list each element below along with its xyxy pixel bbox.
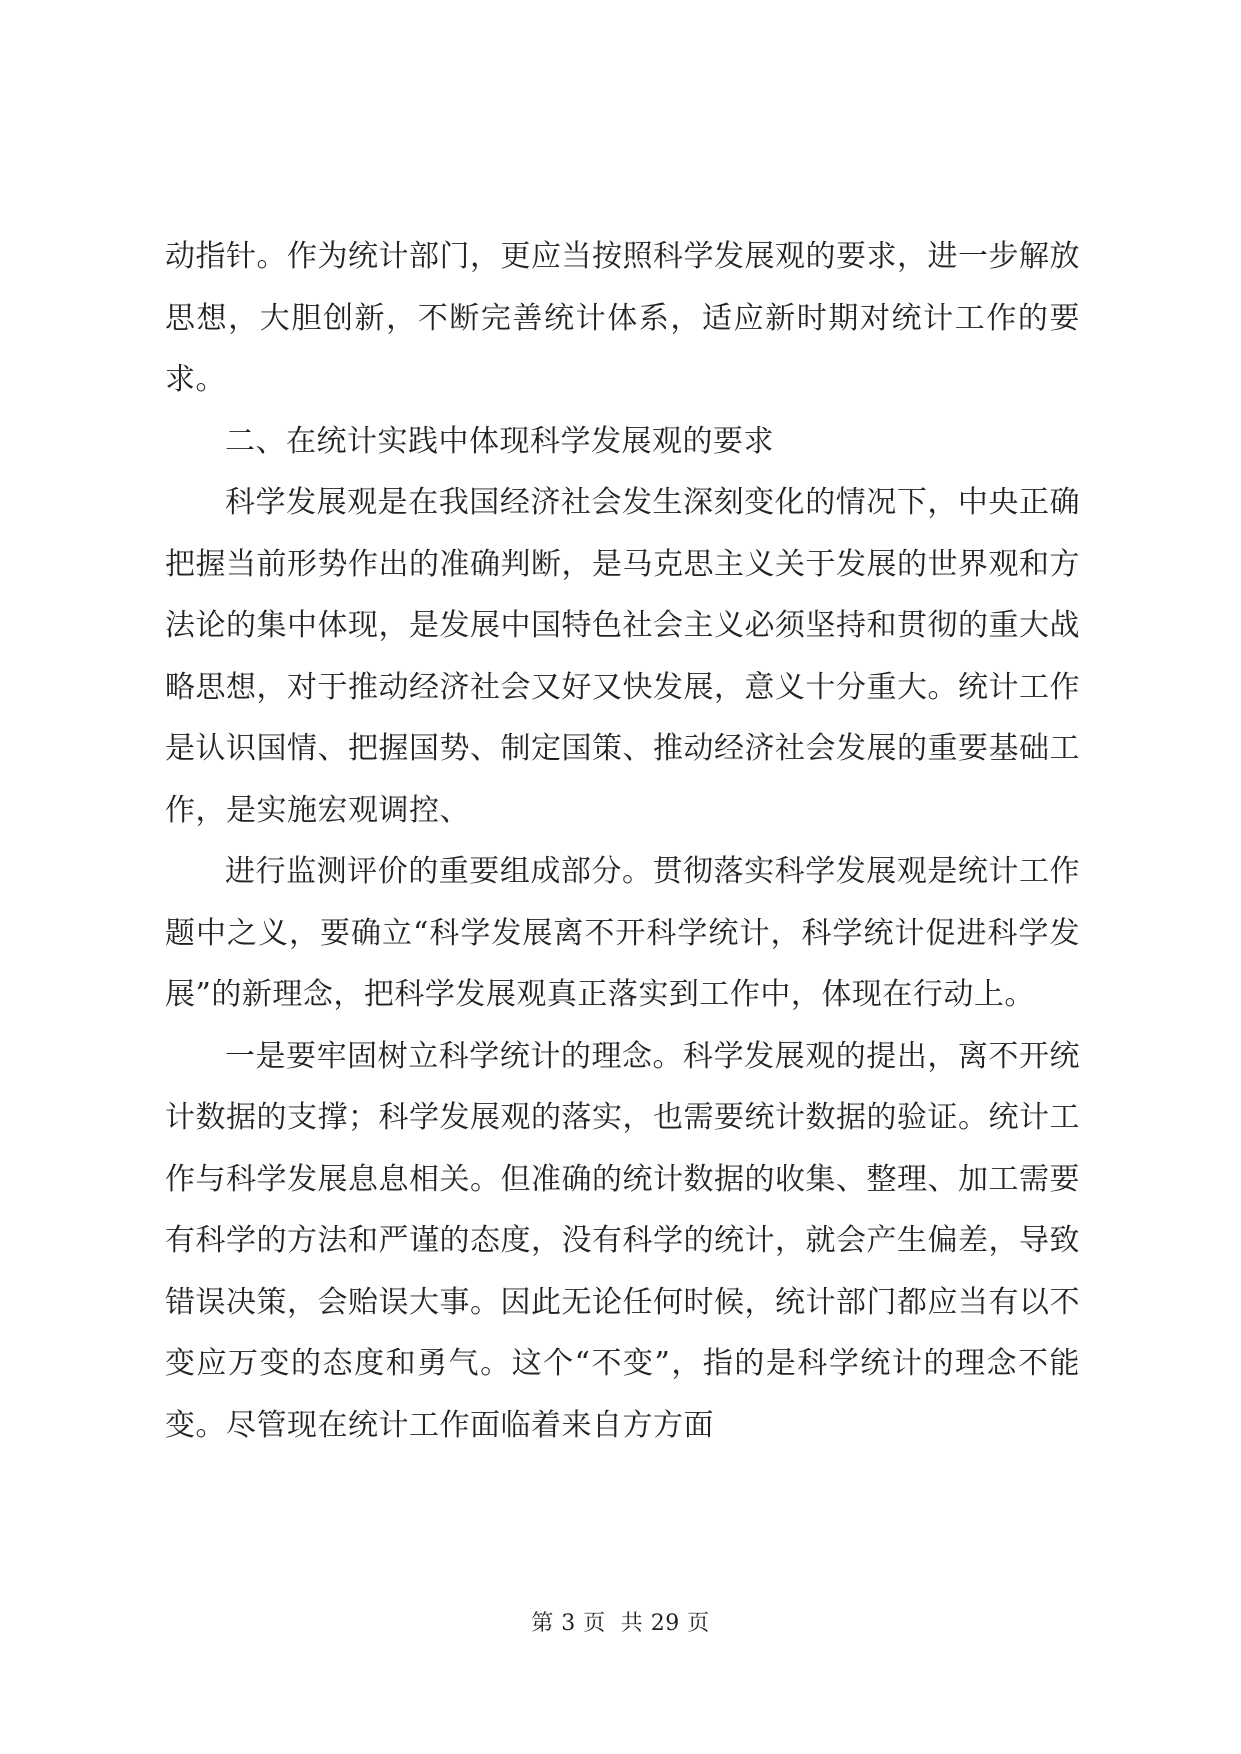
page-number-label: 第 3 页 共 29 页 xyxy=(531,1611,710,1636)
paragraph-continuation: 动指针。作为统计部门，更应当按照科学发展观的要求，进一步解放思想，大胆创新，不断完善统计体系，适应新时期对统计工作的要求。 xyxy=(165,239,1080,397)
section-heading: 二、在统计实践中体现科学发展观的要求 xyxy=(225,423,774,459)
paragraph: 一是要牢固树立科学统计的理念。科学发展观的提出，离不开统计数据的支撑；科学发展观的落实，也需要统计数据的验证。统计工作与科学发展息息相关。但准确的统计数据的收集、整理、加工需要有科学的方法和严谨的态度，没有科学的统计，就会产生偏差，导致错误决策，会贻误大事。因此无论任何时候，统计部门都应当有以不变应万变的态度和勇气。这个“不变”，指的是科学统计的理念不能变。尽管现在统计工作面临着来自方方面 xyxy=(165,1038,1080,1443)
document-body xyxy=(165,226,1080,1456)
paragraph: 科学发展观是在我国经济社会发生深刻变化的情况下，中央正确把握当前形势作出的准确判断，是马克思主义关于发展的世界观和方法论的集中体现，是发展中国特色社会主义必须坚持和贯彻的重大战略思想，对于推动经济社会又好又快发展，意义十分重大。统计工作是认识国情、把握国势、制定国策、推动经济社会发展的重要基础工作，是实施宏观调控、 xyxy=(165,485,1080,828)
paragraph: 进行监测评价的重要组成部分。贯彻落实科学发展观是统计工作题中之义，要确立“科学发展离不开科学统计，科学统计促进科学发展”的新理念，把科学发展观真正落实到工作中，体现在行动上。 xyxy=(165,854,1080,1012)
page-footer xyxy=(0,1606,1241,1637)
